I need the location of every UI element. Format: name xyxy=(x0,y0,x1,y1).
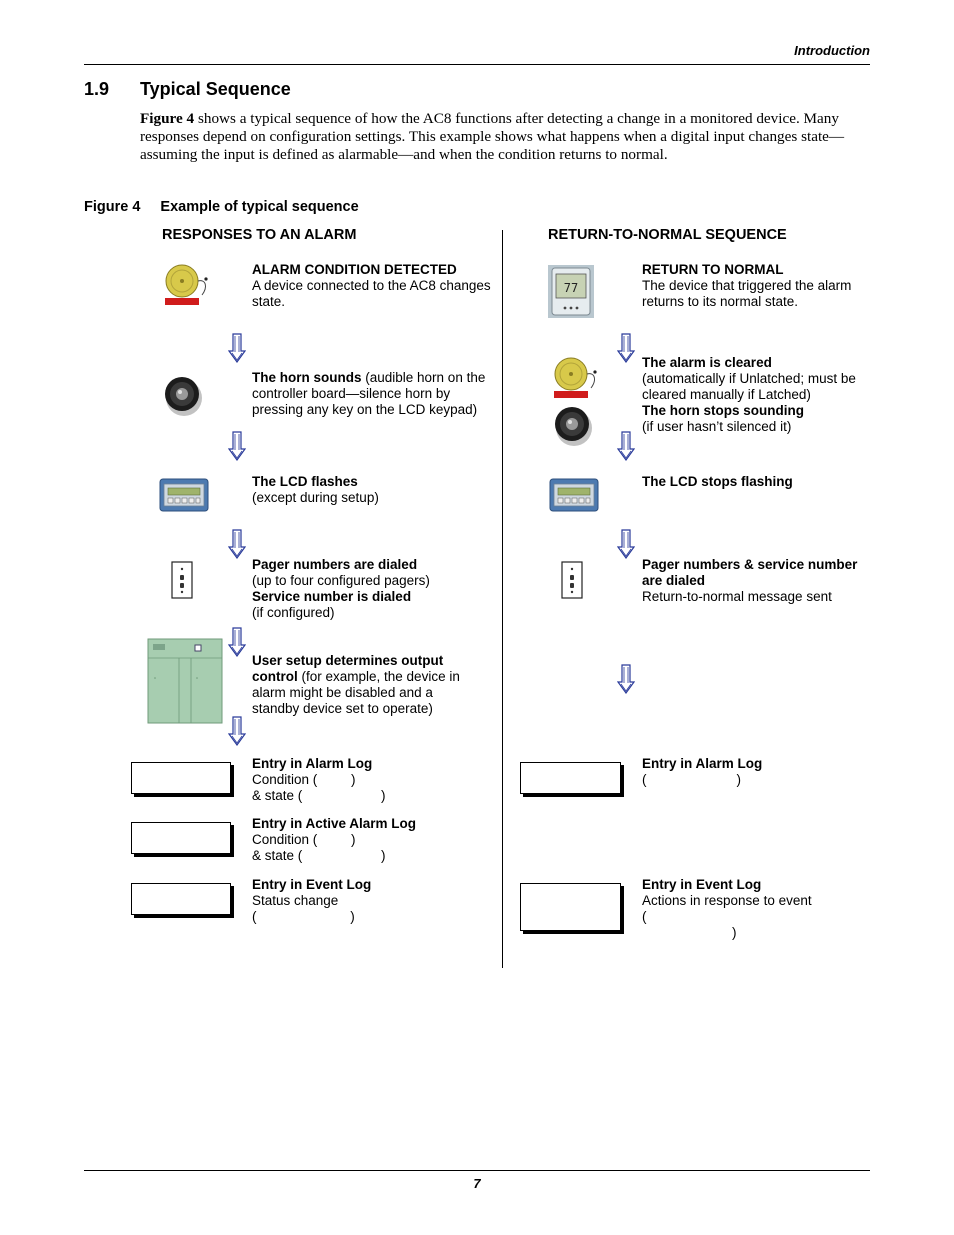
step-text: (if configured) xyxy=(252,605,335,620)
phone-jack-icon xyxy=(171,561,193,599)
log-line: Actions in response to event xyxy=(642,893,812,908)
horn-icon xyxy=(162,372,206,420)
right-step-lcd-stops xyxy=(642,474,867,490)
left-step-pagers-dialed xyxy=(252,557,492,621)
log-heading: Entry in Event Log xyxy=(252,877,372,892)
down-arrow-icon xyxy=(617,431,635,461)
figure-title: Example of typical sequence xyxy=(160,199,359,215)
left-step-horn-sounds xyxy=(252,370,492,418)
step-text: (automatically if Unlatched; must be cleared manually if Latched) xyxy=(642,371,856,402)
intro-text: shows a typical sequence of how the AC8 functions after detecting a change in a monitored device. Many responses depend on configuration settings. This example shows what happens when a digital input changes state—assuming the input is defined as alarmable—and when the condition returns to normal. xyxy=(140,110,845,163)
running-header: Introduction xyxy=(794,43,870,58)
right-column-title: RETURN-TO-NORMAL SEQUENCE xyxy=(548,227,787,243)
step-text: (except during setup) xyxy=(252,490,379,505)
thermostat-icon xyxy=(548,265,594,318)
step-text: (up to four configured pagers) xyxy=(252,573,430,588)
thermostat-reading: 77 xyxy=(563,281,579,295)
right-log-alarm xyxy=(642,756,867,788)
down-arrow-icon xyxy=(617,529,635,559)
right-log-event xyxy=(642,877,867,941)
header-rule xyxy=(84,64,870,65)
active-alarm-log-screen xyxy=(131,822,231,854)
step-heading: User setup determines output control xyxy=(252,653,444,684)
left-step-lcd-flashes xyxy=(252,474,492,506)
right-step-alarm-cleared xyxy=(642,355,867,435)
left-log-alarm xyxy=(252,756,492,804)
step-heading: ALARM CONDITION DETECTED xyxy=(252,262,457,277)
page-number: 7 xyxy=(473,1176,481,1191)
lcd-keypad-icon xyxy=(159,478,209,512)
alarm-log-screen xyxy=(131,762,231,794)
log-heading: Entry in Event Log xyxy=(642,877,762,892)
intro-paragraph xyxy=(140,110,870,164)
section-number: 1.9 xyxy=(84,79,110,99)
equipment-cabinet-icon xyxy=(147,638,223,724)
log-line: & state ( ) xyxy=(252,848,386,863)
step-text: The device that triggered the alarm returns to its normal state. xyxy=(642,278,852,309)
log-line: Condition ( ) xyxy=(252,772,356,787)
footer-rule xyxy=(84,1170,870,1171)
step-heading: Pager numbers & service number are dialed xyxy=(642,557,858,588)
left-step-alarm-detected xyxy=(252,262,492,310)
alarm-bell-icon xyxy=(162,263,214,307)
column-divider xyxy=(502,230,503,968)
figure-reference[interactable]: Figure 4 xyxy=(140,110,195,127)
log-line: ( xyxy=(642,909,647,924)
event-log-screen xyxy=(520,883,621,931)
step-text: (audible horn on the controller board—silence horn by pressing any key on the LCD keypad) xyxy=(252,370,486,417)
log-heading: Entry in Active Alarm Log xyxy=(252,816,417,831)
log-line: ( ) xyxy=(642,772,742,787)
step-heading: Pager numbers are dialed xyxy=(252,557,418,572)
section-title: Typical Sequence xyxy=(140,79,291,99)
left-log-event xyxy=(252,877,492,925)
right-step-return-to-normal xyxy=(642,262,867,310)
log-line: ( ) xyxy=(252,909,355,924)
down-arrow-icon xyxy=(617,333,635,363)
step-heading: The horn stops sounding xyxy=(642,403,804,418)
left-step-output-control xyxy=(252,653,467,717)
down-arrow-icon xyxy=(617,664,635,694)
step-heading: The LCD stops flashing xyxy=(642,474,793,489)
alarm-log-screen xyxy=(520,762,621,794)
log-line: & state ( ) xyxy=(252,788,386,803)
lcd-keypad-icon xyxy=(549,478,599,512)
log-heading: Entry in Alarm Log xyxy=(642,756,763,771)
alarm-bell-icon xyxy=(551,356,603,400)
step-heading: The horn sounds xyxy=(252,370,362,385)
step-text: A device connected to the AC8 changes state. xyxy=(252,278,491,309)
step-text: (for example, the device in alarm might be disabled and a standby device set to operate) xyxy=(252,669,460,716)
down-arrow-icon xyxy=(228,431,246,461)
down-arrow-icon xyxy=(228,333,246,363)
step-heading: The alarm is cleared xyxy=(642,355,772,370)
step-heading: RETURN TO NORMAL xyxy=(642,262,784,277)
event-log-screen xyxy=(131,883,231,915)
right-step-pagers-dialed xyxy=(642,557,867,605)
log-line: Status change xyxy=(252,893,339,908)
log-line: ) xyxy=(642,925,737,940)
left-column-title: RESPONSES TO AN ALARM xyxy=(162,227,357,243)
log-heading: Entry in Alarm Log xyxy=(252,756,373,771)
figure-caption xyxy=(84,199,359,215)
phone-jack-icon xyxy=(561,561,583,599)
log-line: Condition ( ) xyxy=(252,832,356,847)
step-heading: Service number is dialed xyxy=(252,589,412,604)
down-arrow-icon xyxy=(228,716,246,746)
left-log-active-alarm xyxy=(252,816,492,864)
step-text: (if user hasn’t silenced it) xyxy=(642,419,792,434)
down-arrow-icon xyxy=(228,529,246,559)
step-text: Return-to-normal message sent xyxy=(642,589,832,604)
step-heading: The LCD flashes xyxy=(252,474,358,489)
horn-icon xyxy=(552,402,596,450)
figure-label: Figure 4 xyxy=(84,199,141,215)
down-arrow-icon xyxy=(228,627,246,657)
